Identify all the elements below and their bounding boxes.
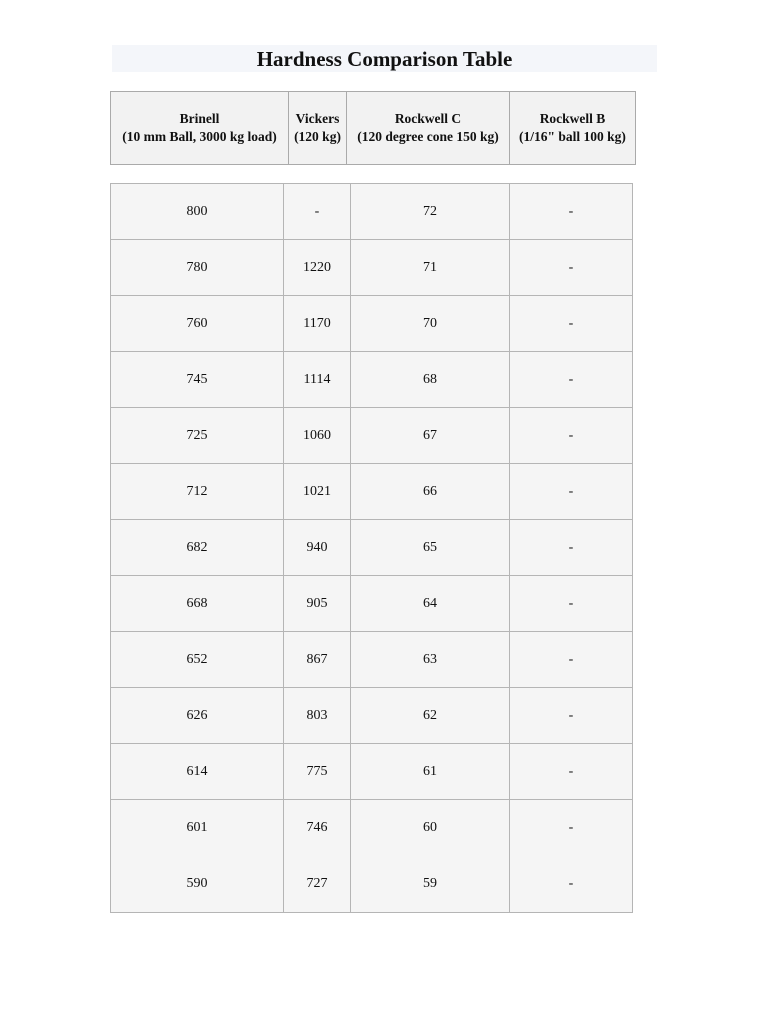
column-header-name: Rockwell B (539, 111, 606, 126)
cell-brinell: 712 (111, 464, 284, 519)
cell-brinell: 682 (111, 520, 284, 575)
cell-brinell: 590 (111, 856, 284, 912)
cell-vickers: 1220 (284, 240, 351, 295)
cell-vickers: 867 (284, 632, 351, 687)
table-row (111, 688, 632, 744)
cell-rockwell-b: - (568, 483, 574, 499)
table-row (111, 800, 632, 856)
cell-rockwell-c: 59 (351, 856, 510, 912)
table-row (111, 240, 632, 296)
cell-rockwell-b: - (568, 651, 574, 667)
table-row (111, 408, 632, 464)
table-row (111, 744, 632, 800)
cell-rockwell-c: 60 (351, 800, 510, 856)
cell-vickers: 1114 (284, 352, 351, 407)
cell-vickers: 1170 (284, 296, 351, 351)
hardness-data-table (110, 183, 633, 913)
cell-vickers: 775 (284, 744, 351, 799)
cell-brinell: 745 (111, 352, 284, 407)
table-row (111, 184, 632, 240)
cell-rockwell-b: - (568, 315, 574, 331)
page-title: Hardness Comparison Table (112, 45, 657, 72)
column-header-detail: (120 kg) (294, 129, 341, 144)
cell-rockwell-c: 65 (351, 520, 510, 575)
table-row (111, 632, 632, 688)
table-header (110, 91, 636, 165)
cell-rockwell-b: - (568, 259, 574, 275)
cell-rockwell-c: 72 (351, 184, 510, 239)
cell-rockwell-c: 61 (351, 744, 510, 799)
column-header-rockwell-b (510, 92, 635, 164)
cell-rockwell-c: 63 (351, 632, 510, 687)
cell-vickers: 1060 (284, 408, 351, 463)
cell-rockwell-c: 70 (351, 296, 510, 351)
column-header-rockwell-c (347, 92, 510, 164)
table-row (111, 352, 632, 408)
column-header-vickers (289, 92, 347, 164)
cell-vickers: 746 (284, 800, 351, 856)
column-header-detail: (1/16" ball 100 kg) (519, 129, 626, 144)
cell-rockwell-b: - (568, 539, 574, 555)
cell-rockwell-b: - (568, 876, 574, 891)
cell-rockwell-c: 64 (351, 576, 510, 631)
cell-vickers: 905 (284, 576, 351, 631)
cell-brinell: 614 (111, 744, 284, 799)
cell-rockwell-b: - (568, 371, 574, 387)
cell-rockwell-c: 67 (351, 408, 510, 463)
cell-rockwell-b: - (568, 763, 574, 779)
table-row (111, 296, 632, 352)
column-header-brinell (111, 92, 289, 164)
table-row (111, 464, 632, 520)
cell-rockwell-c: 71 (351, 240, 510, 295)
cell-brinell: 601 (111, 800, 284, 856)
cell-vickers: 1021 (284, 464, 351, 519)
cell-rockwell-c: 68 (351, 352, 510, 407)
cell-rockwell-b: - (568, 427, 574, 443)
cell-brinell: 725 (111, 408, 284, 463)
cell-brinell: 800 (111, 184, 284, 239)
cell-vickers: - (284, 184, 351, 239)
cell-rockwell-c: 62 (351, 688, 510, 743)
cell-rockwell-c: 66 (351, 464, 510, 519)
cell-rockwell-b: - (568, 203, 574, 219)
cell-rockwell-b: - (568, 707, 574, 723)
cell-brinell: 760 (111, 296, 284, 351)
cell-vickers: 940 (284, 520, 351, 575)
column-header-detail: (10 mm Ball, 3000 kg load) (122, 129, 277, 144)
cell-vickers: 727 (284, 856, 351, 912)
cell-rockwell-b: - (568, 820, 574, 835)
column-header-name: Rockwell C (394, 111, 462, 126)
cell-brinell: 668 (111, 576, 284, 631)
column-header-name: Brinell (179, 111, 220, 126)
table-row (111, 576, 632, 632)
cell-brinell: 626 (111, 688, 284, 743)
cell-brinell: 780 (111, 240, 284, 295)
cell-brinell: 652 (111, 632, 284, 687)
column-header-detail: (120 degree cone 150 kg) (357, 129, 499, 144)
table-row (111, 856, 632, 912)
cell-rockwell-b: - (568, 595, 574, 611)
cell-vickers: 803 (284, 688, 351, 743)
column-header-name: Vickers (295, 111, 340, 126)
table-row (111, 520, 632, 576)
